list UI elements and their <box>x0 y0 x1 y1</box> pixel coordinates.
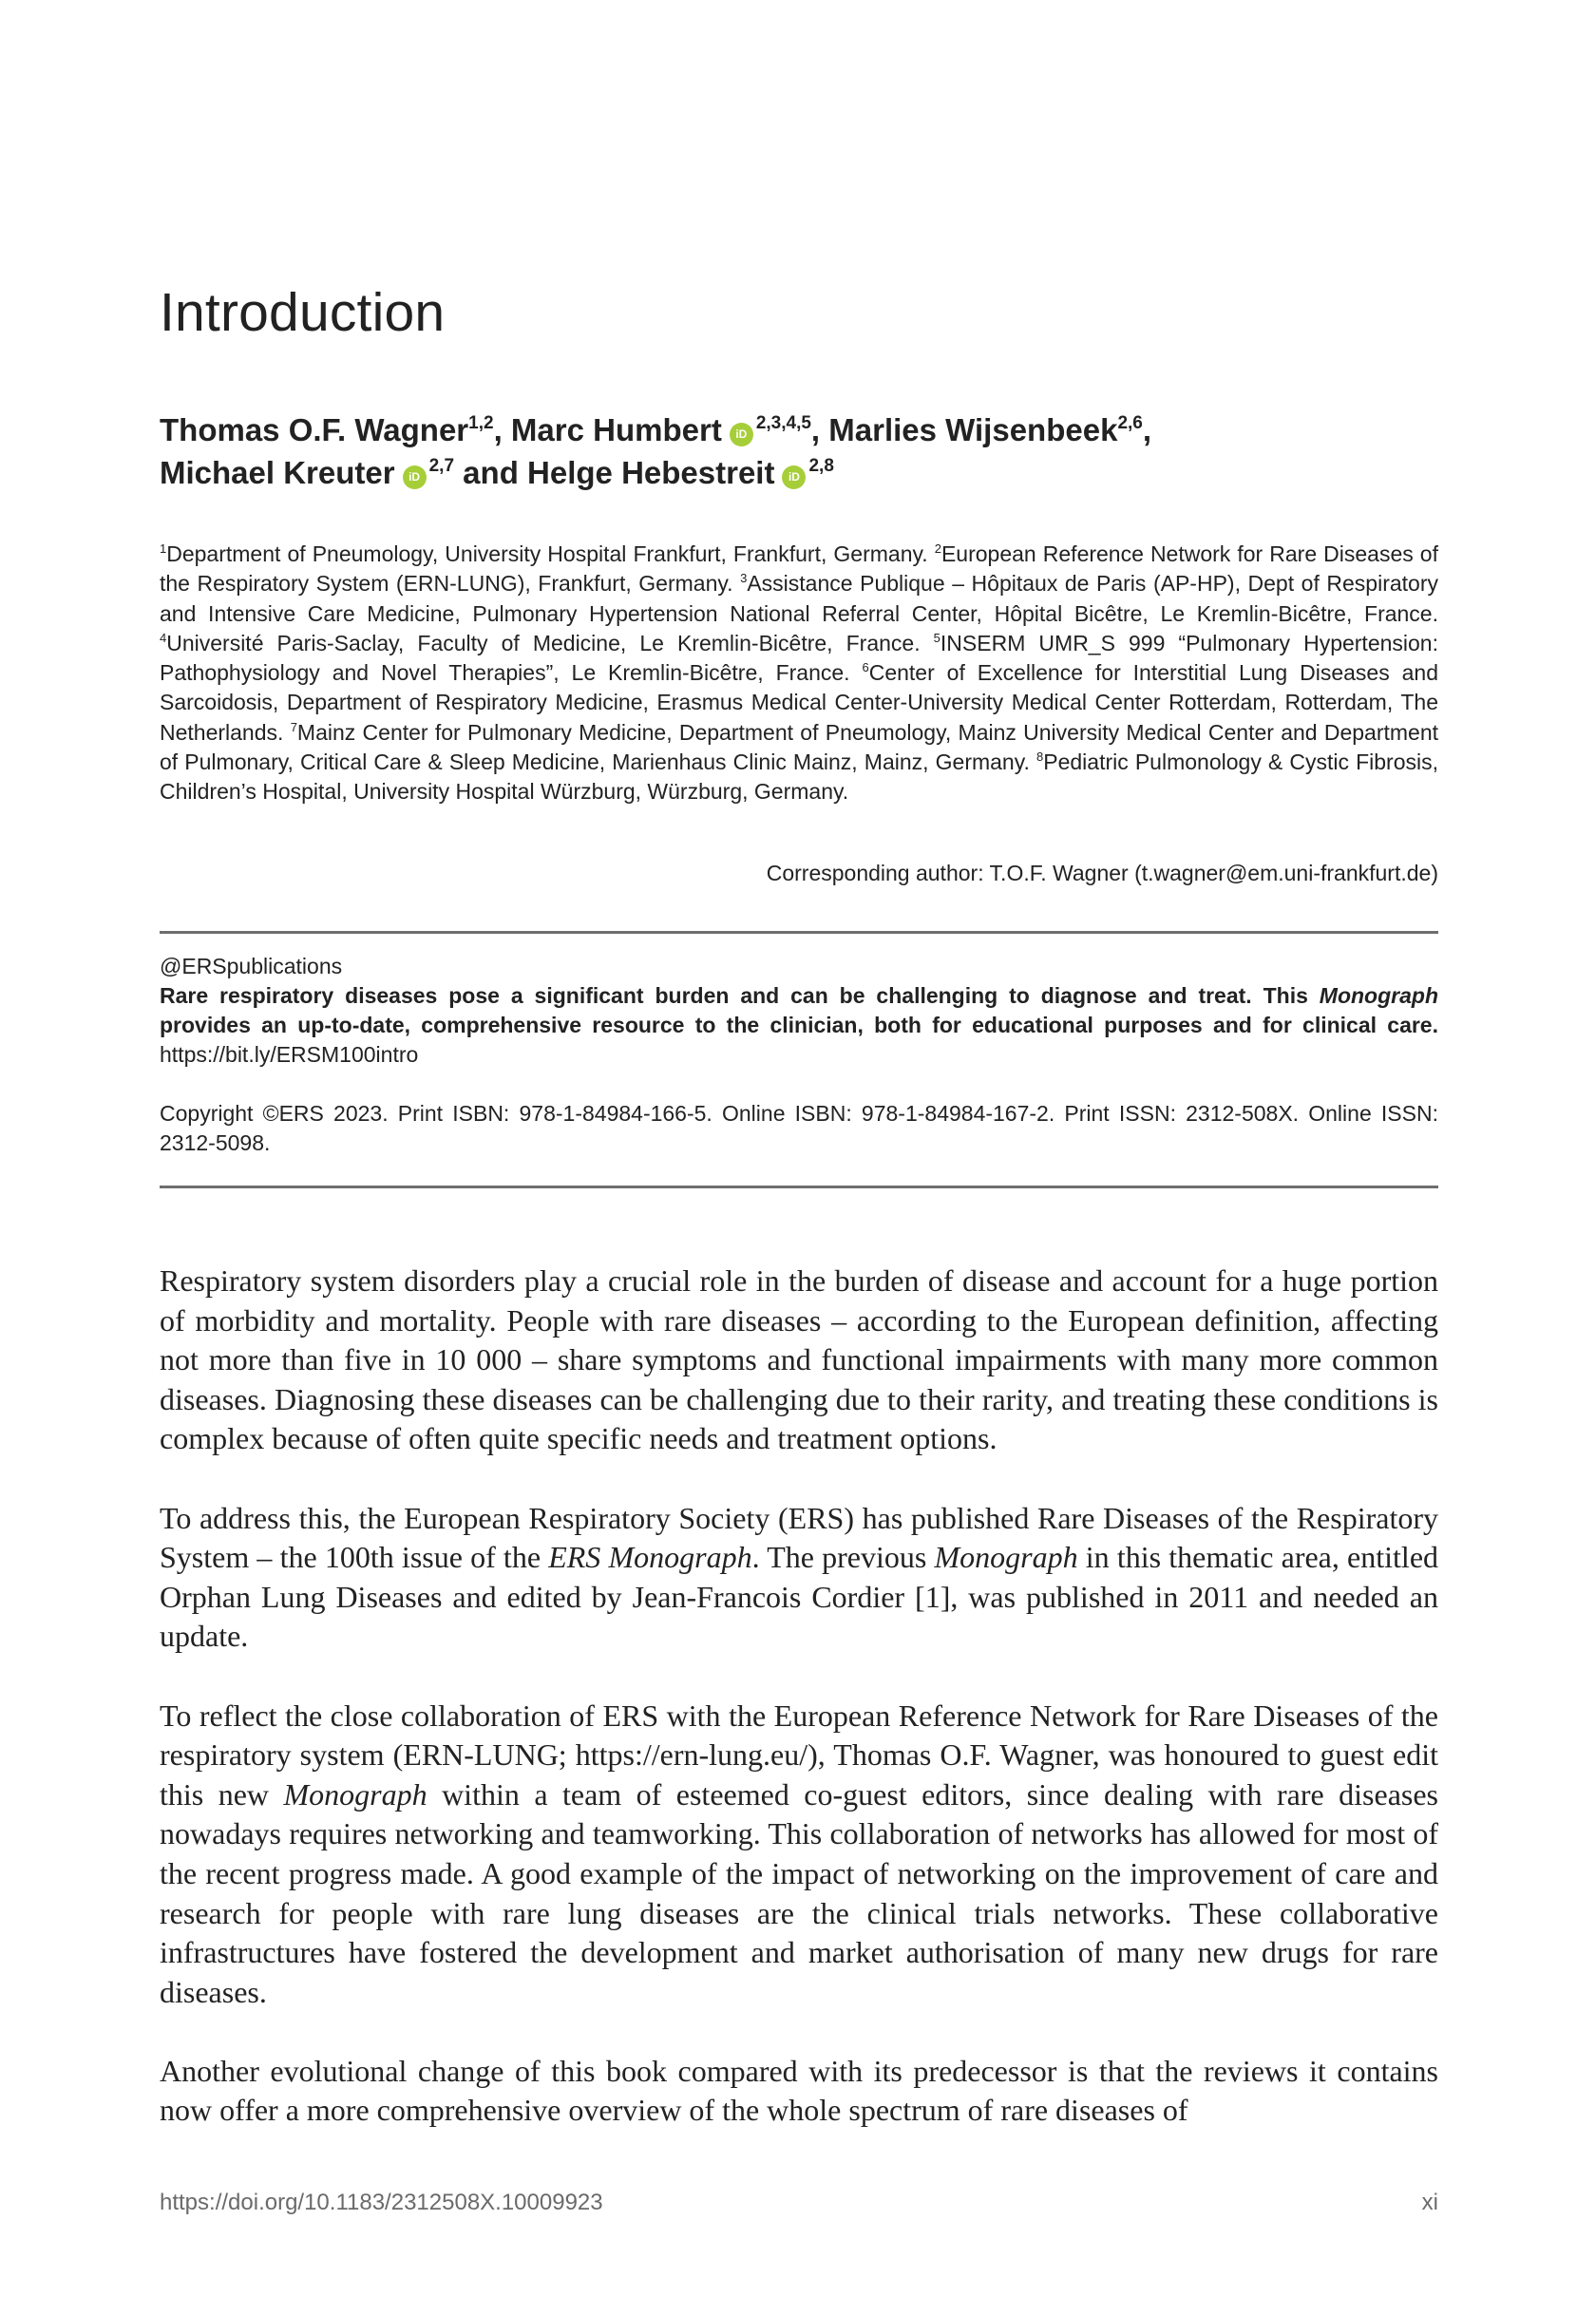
author-5 <box>527 455 834 490</box>
page-number: xi <box>1421 2190 1438 2215</box>
paragraph-text: Respiratory system disorders play a crucial role in the burden of disease and account for a huge portion of morbidity and mortality. People with rare diseases – according to the European definition, affecting not more than five in 10 000 – share symptoms and functional impairments with many more common diseases. Diagnosing these diseases can be challenging due to their rarity, and treating these conditions is complex because of often quite specific needs and treatment options. <box>160 1263 1438 1456</box>
author-3 <box>828 412 1143 447</box>
affiliation-text: Mainz Center for Pulmonary Medicine, Department of Pneumology, Mainz University Medical Center and Department of Pulmonary, Critical Care & Sleep Medicine, Marienhaus Clinic Mainz, Mainz, Germany. <box>160 719 1438 775</box>
affiliations <box>160 540 1438 807</box>
affiliation-text: European Reference Network for Rare Diseases of the Respiratory System (ERN-LUNG), Frankfurt, Germany. <box>160 541 1438 597</box>
affiliation-number: 4 <box>160 630 167 645</box>
author-4 <box>160 455 454 490</box>
tweet-text: provides an up-to-date, comprehensive resource to the clinician, both for educational purposes and for clinical care. <box>160 1013 1438 1037</box>
paragraph-text: To address this, the European Respiratory Society (ERS) has published Rare Diseases of the Respiratory System – the 100th issue of the <box>160 1500 1438 1575</box>
paragraph-text: within a team of esteemed co-guest editors, since dealing with rare diseases nowadays requires networking and teamworking. This collaboration of networks has allowed for most of the recent progress made. A good example of the impact of networking on the improvement of care and research for people with rare lung diseases are the clinical trials networks. These collaborative infrastructures have fostered the development and market authorisation of many new drugs for rare diseases. <box>160 1776 1438 2009</box>
orcid-icon[interactable]: iD <box>403 465 427 489</box>
affiliation-text: Université Paris-Saclay, Faculty of Medicine, Le Kremlin-Bicêtre, France. <box>166 630 934 655</box>
author-name: Marc Humbert <box>510 412 722 447</box>
affiliation-number: 6 <box>862 660 869 675</box>
affiliation-number: 2 <box>934 541 941 556</box>
affiliation-text: INSERM UMR_S 999 “Pulmonary Hypertension: Pathophysiology and Novel Therapies”, Le Kremlin-Bicêtre, France. <box>160 630 1438 686</box>
paragraph-text: . The previous <box>751 1540 935 1575</box>
author-affiliation-refs: 2,3,4,5 <box>755 413 811 433</box>
corresponding-author: Corresponding author: T.O.F. Wagner (t.wagner@em.uni-frankfurt.de) <box>766 861 1438 885</box>
affiliation-number: 3 <box>740 571 748 586</box>
paragraph-text: Another evolutional change of this book compared with its predecessor is that the reviews it contains now offer a more comprehensive overview of the whole spectrum of rare diseases of <box>160 2053 1438 2128</box>
orcid-icon[interactable]: iD <box>782 465 806 489</box>
body-paragraph <box>160 1499 1438 1657</box>
author-list <box>160 408 1438 494</box>
article-title: Introduction <box>160 282 446 343</box>
affiliation-number: 8 <box>1036 750 1044 765</box>
tweet-link[interactable]: https://bit.ly/ERSM100intro <box>160 1042 419 1067</box>
affiliation-number: 7 <box>290 719 297 734</box>
italic-text: ERS Monograph <box>548 1540 752 1575</box>
affiliation-number: 1 <box>160 541 167 556</box>
affiliation-text: Center of Excellence for Interstitial Lung Diseases and Sarcoidosis, Department of Respiratory Medicine, Erasmus Medical Center-University Medical Center Rotterdam, Rotterdam, The Netherlands. <box>160 660 1438 745</box>
author-2 <box>511 412 811 447</box>
affiliation-text: Assistance Publique – Hôpitaux de Paris (AP-HP), Dept of Respiratory and Intensive Care Medicine, Pulmonary Hypertension National Referral Center, Hôpital Bicêtre, Le Kremlin-Bicêtre, France. <box>160 571 1438 626</box>
italic-text: Monograph <box>934 1540 1078 1575</box>
author-name: Marlies Wijsenbeek <box>828 412 1118 447</box>
author-separator: , <box>493 412 511 447</box>
body-paragraph <box>160 1262 1438 1459</box>
author-separator: , <box>810 412 829 447</box>
author-affiliation-refs: 1,2 <box>468 413 494 433</box>
body-paragraph <box>160 1697 1438 2013</box>
author-separator: , <box>1142 412 1152 447</box>
affiliation-text: Department of Pneumology, University Hospital Frankfurt, Frankfurt, Germany. <box>166 541 935 566</box>
author-affiliation-refs: 2,6 <box>1117 413 1143 433</box>
affiliation-number: 5 <box>933 630 940 645</box>
tweet-summary <box>160 981 1438 1070</box>
paragraph-text: To reflect the close collaboration of ERS with the European Reference Network for Rare Diseases of the respiratory system (ERN-LUNG; https://ern-lung.eu/), Thomas O.F. Wagner, was honoured to guest edit this new <box>160 1698 1438 1812</box>
author-name: Helge Hebestreit <box>527 455 775 490</box>
ers-publications-box <box>160 952 1438 1070</box>
orcid-icon[interactable]: iD <box>730 423 753 446</box>
divider-bottom <box>160 1186 1438 1188</box>
body-paragraph <box>160 2052 1438 2131</box>
article-body <box>160 1262 1438 2131</box>
tweet-italic: Monograph <box>1319 983 1438 1008</box>
divider-top <box>160 931 1438 934</box>
author-affiliation-refs: 2,7 <box>428 456 455 476</box>
author-separator: and <box>454 455 528 490</box>
affiliation-text: Pediatric Pulmonology & Cystic Fibrosis, Children’s Hospital, University Hospital Würzburg, Würzburg, Germany. <box>160 750 1438 805</box>
copyright-notice: Copyright ©ERS 2023. Print ISBN: 978-1-84984-166-5. Online ISBN: 978-1-84984-167-2. Print ISSN: 2312-508X. Online ISSN: 2312-5098. <box>160 1101 1438 1155</box>
ers-handle: @ERSpublications <box>160 954 343 978</box>
paragraph-text: in this thematic area, entitled Orphan Lung Diseases and edited by Jean-Francois Cordier [1], was published in 2011 and needed an update. <box>160 1540 1439 1654</box>
author-1 <box>160 412 494 447</box>
doi-link[interactable]: https://doi.org/10.1183/2312508X.10009923 <box>160 2190 603 2215</box>
author-name: Thomas O.F. Wagner <box>160 412 469 447</box>
author-affiliation-refs: 2,8 <box>808 456 834 476</box>
tweet-text: Rare respiratory diseases pose a significant burden and can be challenging to diagnose and treat. This <box>160 983 1320 1008</box>
author-name: Michael Kreuter <box>160 455 395 490</box>
italic-text: Monograph <box>283 1776 428 1812</box>
